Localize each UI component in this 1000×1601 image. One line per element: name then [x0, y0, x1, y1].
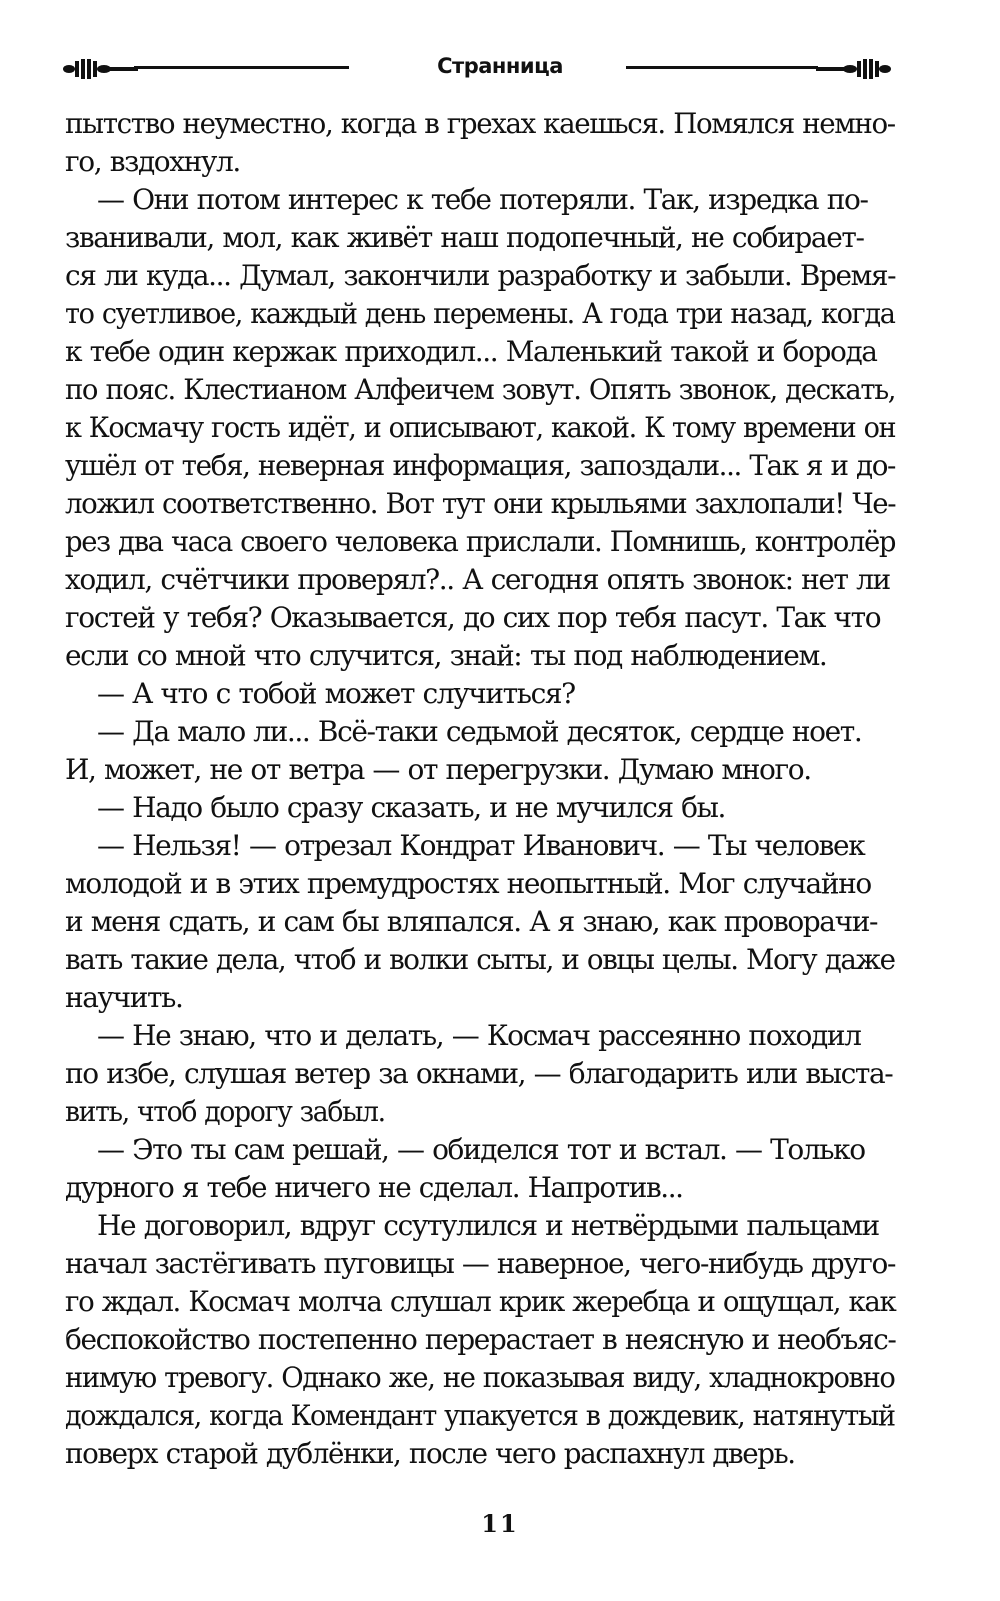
text-line: по избе, слушая ветер за окнами, — благодарить или выста- — [65, 1057, 893, 1090]
text-line: к Космачу гость идёт, и описывают, какой. К тому времени он — [65, 411, 896, 444]
text-line: дождался, когда Комендант упакуется в дождевик, натянутый — [65, 1399, 895, 1432]
text-line: Не договорил, вдруг ссутулился и нетвёрдыми пальцами — [97, 1209, 879, 1242]
text-line: то суетливое, каждый день перемены. А года три назад, когда — [65, 297, 895, 330]
text-line: — Надо было сразу сказать, и не мучился бы. — [97, 791, 726, 824]
text-line: пытство неуместно, когда в грехах каешься. Помялся немно- — [65, 107, 895, 140]
text-line: го ждал. Космач молча слушал крик жеребца и ощущал, как — [65, 1285, 896, 1318]
text-line: ходил, счётчики проверял?.. А сегодня опять звонок: нет ли — [65, 563, 890, 596]
text-line: к тебе один кержак приходил... Маленький такой и борода — [65, 335, 877, 368]
text-line: начал застёгивать пуговицы — наверное, чего-нибудь друго- — [65, 1247, 896, 1280]
text-line: гостей у тебя? Оказывается, до сих пор тебя пасут. Так что — [65, 601, 881, 634]
text-line: ложил соответственно. Вот тут они крыльями захлопали! Че- — [65, 487, 896, 520]
text-line: — Да мало ли... Всё-таки седьмой десяток, сердце ноет. — [97, 715, 862, 748]
text-line: званивали, мол, как живёт наш подопечный, не собирает- — [65, 221, 864, 254]
text-line: ушёл от тебя, неверная информация, запоздали... Так я и до- — [65, 449, 896, 482]
text-line: дурного я тебе ничего не сделал. Напротив... — [65, 1171, 683, 1204]
text-line: вать такие дела, чтоб и волки сыты, и овцы целы. Могу даже — [65, 943, 895, 976]
page-number: 11 — [481, 1509, 519, 1538]
text-line: — А что с тобой может случиться? — [97, 677, 575, 710]
running-head-title: Странница — [437, 54, 563, 78]
text-line: молодой и в этих премудростях неопытный. Мог случайно — [65, 867, 871, 900]
text-line: ся ли куда... Думал, закончили разработку и забыли. Время- — [65, 259, 896, 292]
text-line: — Это ты сам решай, — обиделся тот и встал. — Только — [97, 1133, 865, 1166]
text-line: нимую тревогу. Однако же, не показывая виду, хладнокровно — [65, 1361, 895, 1394]
text-line: и меня сдать, и сам бы вляпался. А я знаю, как проворачи- — [65, 905, 878, 938]
text-line: го, вздохнул. — [65, 145, 240, 178]
text-line: И, может, не от ветра — от перегрузки. Думаю много. — [65, 753, 811, 786]
text-line: беспокойство постепенно перерастает в неясную и необъяс- — [65, 1323, 896, 1356]
text-line: рез два часа своего человека прислали. Помнишь, контролёр — [65, 525, 896, 558]
text-line: если со мной что случится, знай: ты под наблюдением. — [65, 639, 827, 672]
text-line: — Не знаю, что и делать, — Космач рассеянно походил — [97, 1019, 861, 1052]
text-line: научить. — [65, 981, 183, 1014]
text-line: по пояс. Клестианом Алфеичем зовут. Опять звонок, дескать, — [65, 373, 896, 406]
text-line: вить, чтоб дорогу забыл. — [65, 1095, 385, 1128]
text-line: поверх старой дублёнки, после чего распахнул дверь. — [65, 1437, 795, 1470]
text-line: — Они потом интерес к тебе потеряли. Так, изредка по- — [97, 183, 868, 216]
text-line: — Нельзя! — отрезал Кондрат Иванович. — Ты человек — [97, 829, 865, 862]
